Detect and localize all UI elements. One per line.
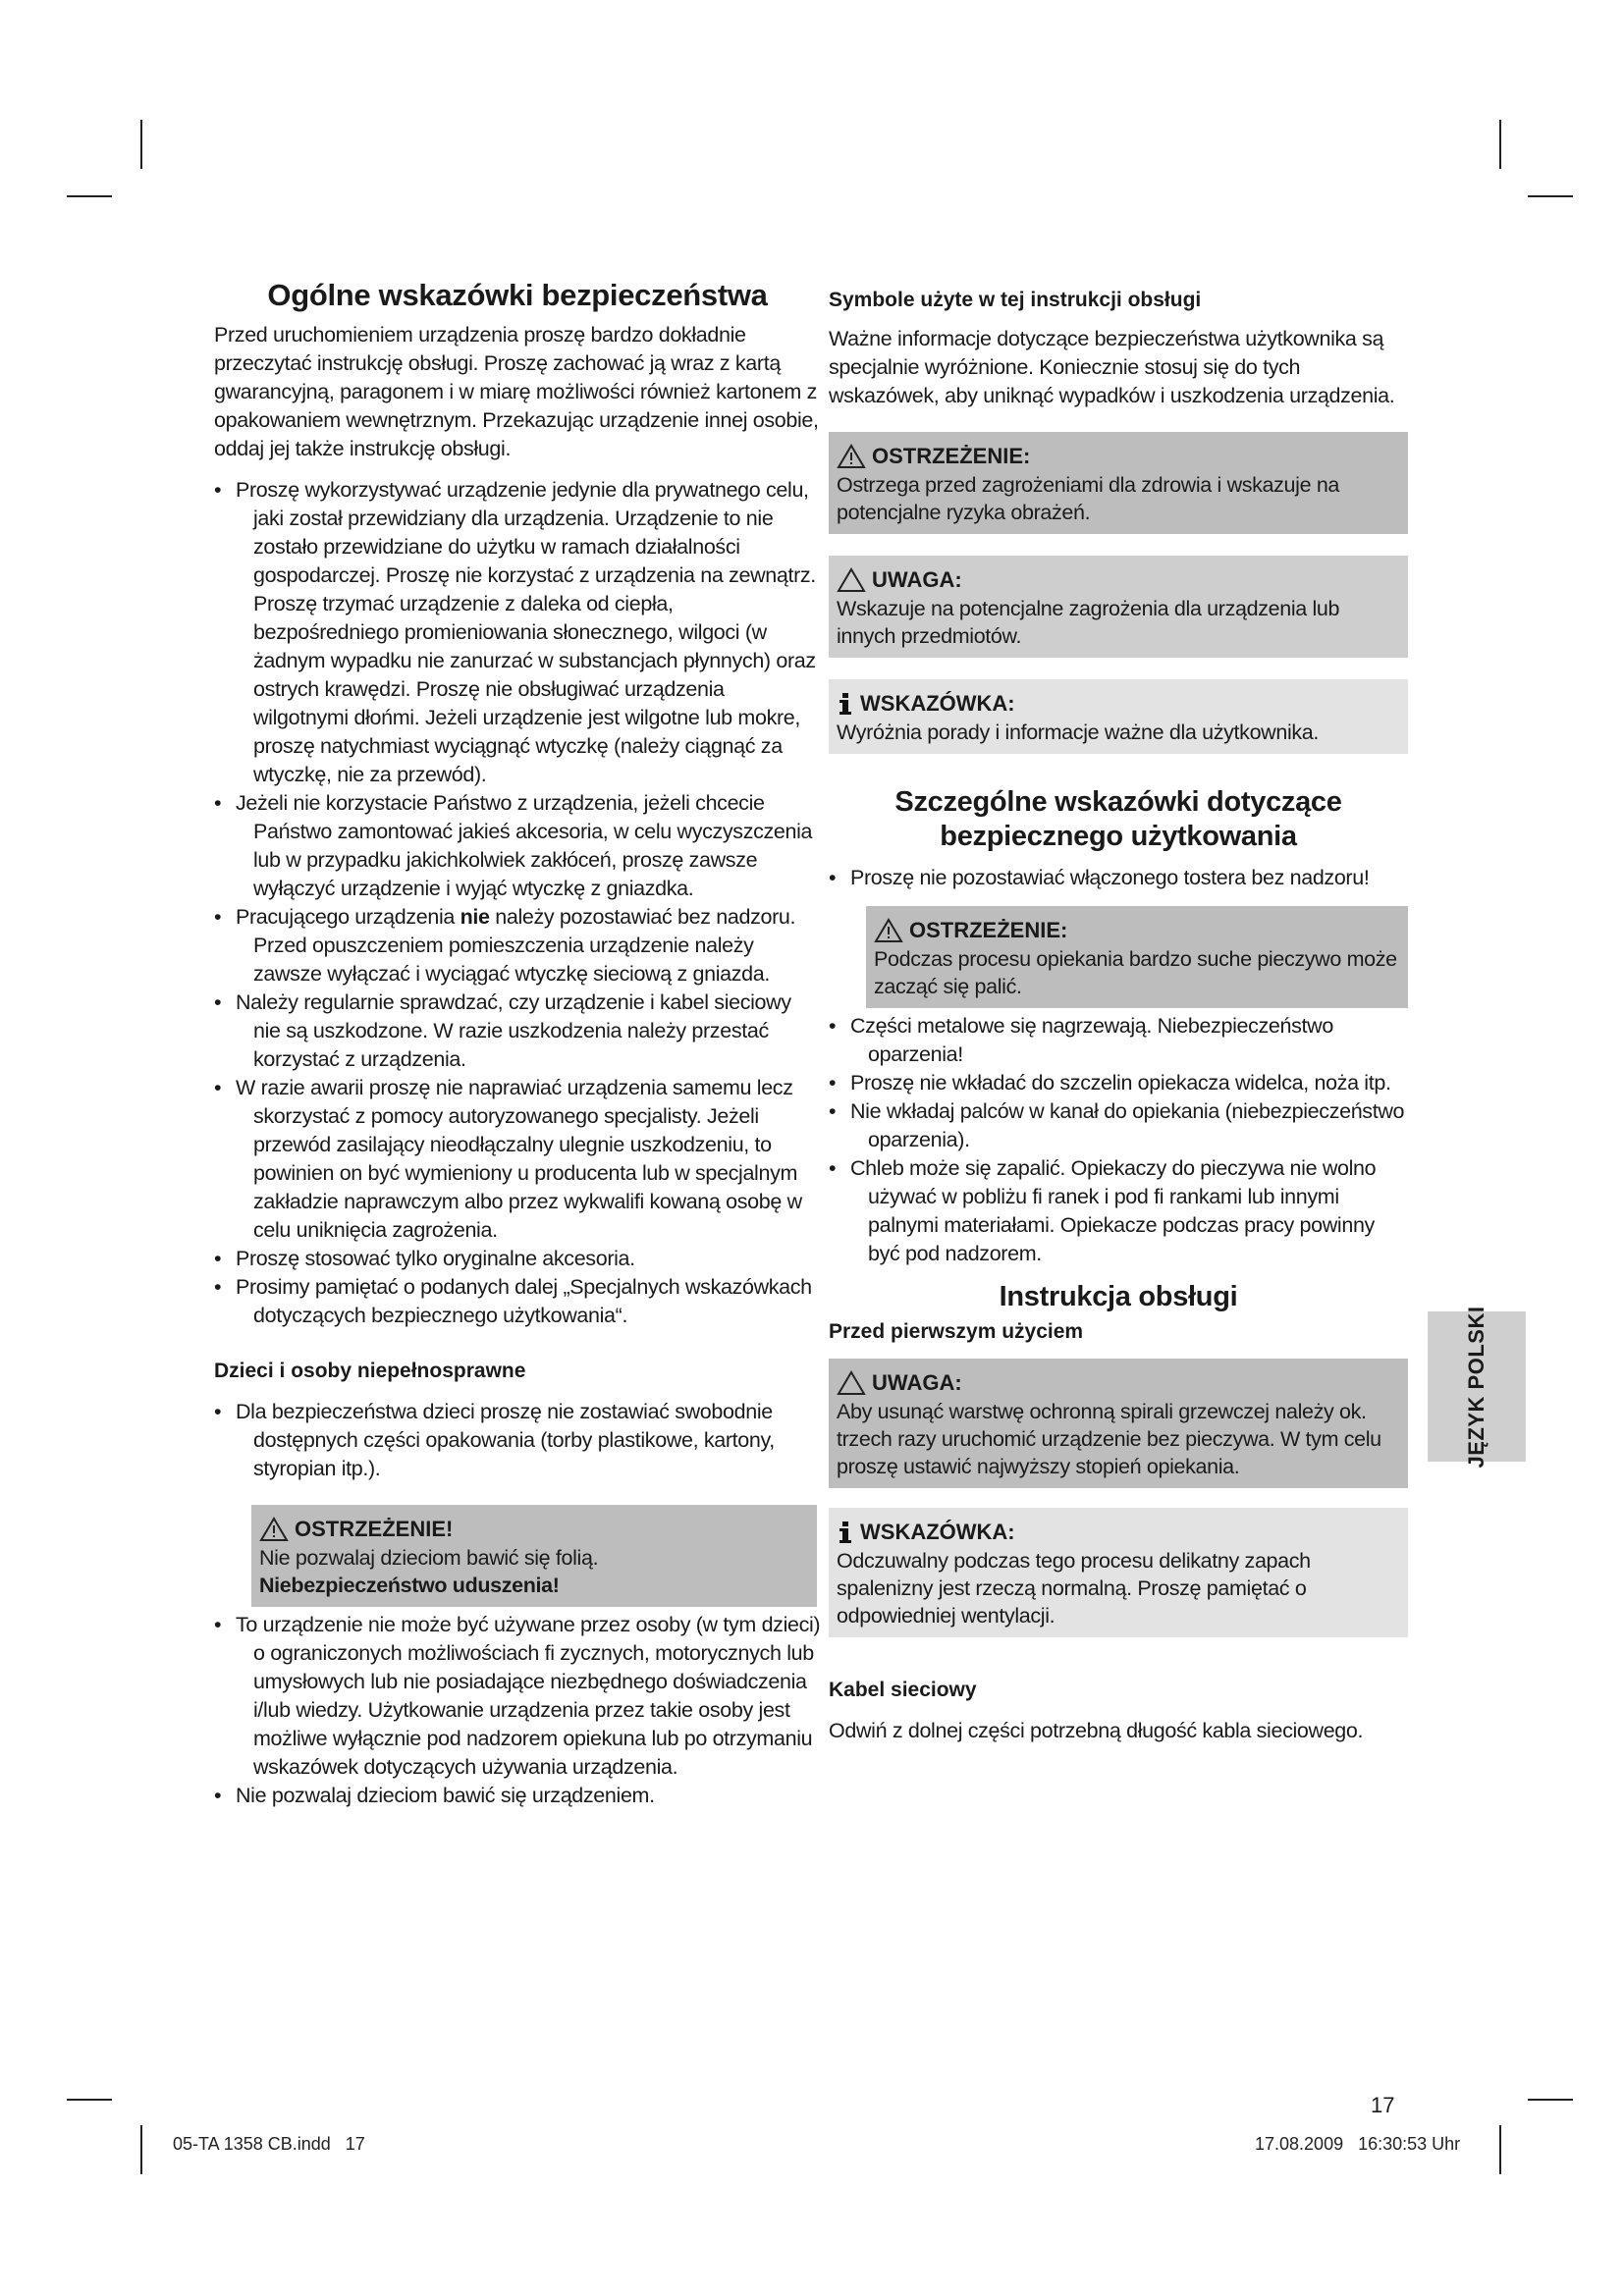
warning-box-definition xyxy=(829,432,1408,534)
warning-label: OSTRZEŻENIE! xyxy=(295,1517,454,1542)
list-item: • Części metalowe się nagrzewają. Niebezpieczeństwo oparzenia! xyxy=(829,1013,1333,1066)
info-i-icon xyxy=(837,1520,854,1545)
symbols-heading: Symbole użyte w tej instrukcji obsługi xyxy=(829,289,1202,311)
info-label: WSKAZÓWKA: xyxy=(860,1519,1015,1544)
section-title-instructions: Instrukcja obsługi xyxy=(999,1280,1238,1312)
crop-mark xyxy=(67,195,112,197)
section-title-general-safety: Ogólne wskazówki bezpieczeństwa xyxy=(267,278,768,312)
section-title-special-safety: Szczególne wskazówki dotyczące bezpiecznego użytkowania xyxy=(894,786,1342,853)
crop-mark xyxy=(1528,2099,1573,2101)
children-bullet-list xyxy=(214,1398,821,1483)
crop-mark xyxy=(1528,195,1573,197)
crop-mark xyxy=(1499,2125,1501,2174)
page-number: 17 xyxy=(1371,2093,1395,2117)
caution-triangle-icon xyxy=(837,1370,866,1396)
info-box-first-use xyxy=(829,1508,1408,1637)
list-item: • Proszę nie wkładać do szczelin opiekacza widelca, noża itp. xyxy=(829,1070,1391,1095)
language-side-tab xyxy=(1428,1306,1526,1468)
list-item: • Proszę nie pozostawiać włączonego tostera bez nadzoru! xyxy=(829,865,1370,889)
warning-label: OSTRZEŻENIE: xyxy=(909,917,1068,942)
language-label: JĘZYK POLSKI xyxy=(1464,1306,1489,1468)
list-item: • Nie pozwalaj dzieciom bawić się urządzeniem. xyxy=(214,1784,655,1808)
caution-label: UWAGA: xyxy=(872,1369,962,1395)
special-bullet-list xyxy=(829,864,1408,892)
warning-text: Nie pozwalaj dzieciom bawić się folią. xyxy=(259,1546,599,1571)
list-item: • Nie wkładaj palców w kanał do opiekania (niebezpieczeństwo oparzenia). xyxy=(829,1098,1405,1151)
caution-box-definition xyxy=(829,556,1408,658)
warning-text: Podczas procesu opiekania bardzo suche pieczywo może zacząć się palić. xyxy=(874,946,1397,998)
warning-triangle-icon xyxy=(874,918,903,943)
right-column xyxy=(829,277,1408,1745)
info-text: Wyróżnia porady i informacje ważne dla użytkownika. xyxy=(837,721,1320,745)
info-label: WSKAZÓWKA: xyxy=(860,691,1015,717)
caution-text: Wskazuje na potencjalne zagrożenia dla urządzenia lub innych przedmiotów. xyxy=(837,597,1340,649)
special-bullet-list-2 xyxy=(829,1012,1408,1268)
list-item: • Dla bezpieczeństwa dzieci proszę nie zostawiać swobodnie dostępnych części opakowania (torby plastikowe, kartony, styropian itp.). xyxy=(214,1400,775,1481)
left-column xyxy=(214,277,821,1810)
crop-mark xyxy=(140,120,142,169)
warning-triangle-icon xyxy=(837,444,866,469)
cable-text: Odwiń z dolnej części potrzebną długość kabla sieciowego. xyxy=(829,1719,1364,1743)
warning-box-children xyxy=(251,1505,817,1607)
children-heading: Dzieci i osoby niepełnosprawne xyxy=(214,1360,526,1383)
footer-timestamp: 17.08.2009 16:30:53 Uhr xyxy=(1255,2134,1461,2154)
list-item: • Proszę wykorzystywać urządzenie jedynie dla prywatnego celu, jaki został przewidziany dla urządzenia. Urządzenie to nie zostało przewidziane do użytku w ramach działalności gospodarczej. Proszę nie korzystać z urządzenia na zewnątrz. Proszę trzymać urządzenie z daleka od ciepła, bezpośredniego promieniowania słonecznego, wilgoci (w żadnym wypadku nie zanurzać w substancjach płynnych) oraz ostrych krawędzi. Proszę nie obsługiwać urządzenia wilgotnymi dłońmi. Jeżeli urządzenie jest wilgotne lub mokre, proszę natychmiast wyciągnąć wtyczkę (należy ciągnąć za wtyczkę, nie za przewód). xyxy=(214,478,816,787)
list-item: • Należy regularnie sprawdzać, czy urządzenie i kabel sieciowy nie są uszkodzone. W razie uszkodzenia należy przestać korzystać z urządzenia. xyxy=(214,990,791,1072)
caution-label: UWAGA: xyxy=(872,567,962,593)
crop-mark xyxy=(1499,120,1501,169)
crop-mark xyxy=(140,2125,142,2174)
warning-text: Ostrzega przed zagrożeniami dla zdrowia i wskazuje na potencjalne ryzyka obrażeń. xyxy=(837,473,1340,525)
cable-heading: Kabel sieciowy xyxy=(829,1678,977,1701)
safety-bullet-list xyxy=(214,476,821,1330)
symbols-intro: Ważne informacje dotyczące bezpieczeństwa użytkownika są specjalnie wyróżnione. Koniecznie stosuj się do tych wskazówek, aby uniknąć wypadków i uszkodzenia urządzenia. xyxy=(829,327,1395,408)
list-item: • Proszę stosować tylko oryginalne akcesoria. xyxy=(214,1247,635,1271)
list-item: • Jeżeli nie korzystacie Państwo z urządzenia, jeżeli chcecie Państwo zamontować jakieś akcesoria, w celu wyczyszczenia lub w przypadku jakichkolwiek zakłóceń, proszę zawsze wyłączyć urządzenie i wyjąć wtyczkę z gniazdka. xyxy=(214,791,813,901)
warning-box-toaster xyxy=(866,906,1408,1008)
crop-mark xyxy=(67,2099,112,2101)
intro-paragraph: Przed uruchomieniem urządzenia proszę bardzo dokładnie przeczytać instrukcję obsługi. Proszę zachować ją wraz z kartą gwarancyjną, paragonem i w miarę możliwości również kartonem z opakowaniem wewnętrznym. Przekazując urządzenie innej osobie, oddaj jej także instrukcję obsługi. xyxy=(214,323,819,461)
info-text: Odczuwalny podczas tego procesu delikatny zapach spalenizny jest rzeczą normalną. Proszę pamiętać o odpowiedniej wentylacji. xyxy=(837,1548,1311,1628)
info-box-definition xyxy=(829,679,1408,754)
warning-triangle-icon xyxy=(259,1517,289,1542)
footer-filename: 05-TA 1358 CB.indd 17 xyxy=(173,2134,365,2154)
children-bullet-list-2 xyxy=(214,1611,821,1810)
warning-text-bold: Niebezpieczeństwo uduszenia! xyxy=(259,1574,560,1598)
list-item: • W razie awarii proszę nie naprawiać urządzenia samemu lecz skorzystać z pomocy autoryzowanego specjalisty. Jeżeli przewód zasilający nieodłączalny ulegnie uszkodzeniu, to powinien on być wymieniony u producenta lub w specjalnym zakładzie naprawczym albo przez wykwalifi kowaną osobę w celu uniknięcia zagrożenia. xyxy=(214,1076,802,1243)
warning-label: OSTRZEŻENIE: xyxy=(872,444,1031,469)
list-item: • Chleb może się zapalić. Opiekaczy do pieczywa nie wolno używać w pobliżu fi ranek i pod fi rankami lub innymi palnymi materiałami. Opiekacze podczas pracy powinny być pod nadzorem. xyxy=(829,1155,1377,1265)
list-item: • Prosimy pamiętać o podanych dalej „Specjalnych wskazówkach dotyczących bezpiecznego użytkowania“. xyxy=(214,1275,812,1328)
list-item: • To urządzenie nie może być używane przez osoby (w tym dzieci) o ograniczonych możliwościach fi zycznych, motorycznych lub umysłowych lub nie posiadające niezbędnego doświadczenia i/lub wiedzy. Użytkowanie urządzenia przez takie osoby jest możliwe wyłącznie pod nadzorem opiekuna lub po otrzymaniu wskazówek dotyczących używania urządzenia. xyxy=(214,1613,821,1780)
caution-text: Aby usunąć warstwę ochronną spirali grzewczej należy ok. trzech razy uruchomić urządzenie bez pieczywa. W tym celu proszę ustawić najwyższy stopień opiekania. xyxy=(837,1399,1381,1478)
first-use-heading: Przed pierwszym użyciem xyxy=(829,1319,1084,1343)
caution-triangle-icon xyxy=(837,567,866,593)
caution-box-first-use xyxy=(829,1359,1408,1488)
info-i-icon xyxy=(837,691,854,717)
list-item: • Pracującego urządzenia nie należy pozostawiać bez nadzoru. Przed opuszczeniem pomieszczenia urządzenie należy zawsze wyłączać i wyciągać wtyczkę sieciową z gniazda. xyxy=(214,905,796,987)
